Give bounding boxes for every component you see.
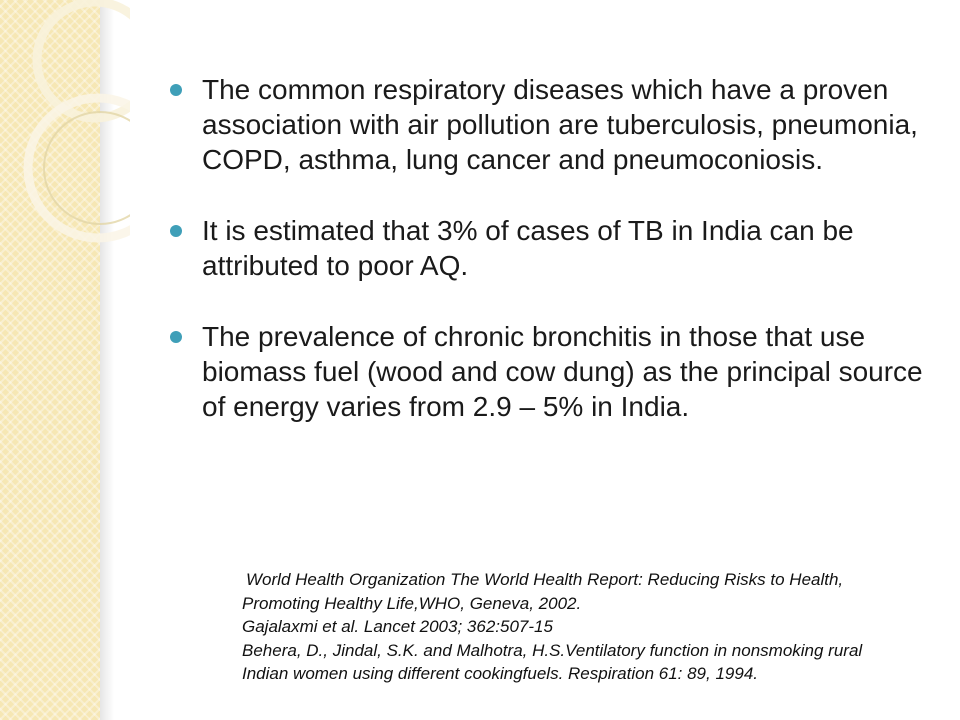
bullet-icon bbox=[170, 331, 182, 343]
decorative-circles bbox=[0, 0, 130, 260]
reference-line: Promoting Healthy Life,WHO, Geneva, 2002. bbox=[242, 593, 582, 613]
bullet-text: It is estimated that 3% of cases of TB in India can be attributed to poor AQ. bbox=[202, 215, 854, 281]
bullet-item-respiratory-diseases bbox=[170, 72, 930, 177]
bullet-item-chronic-bronchitis bbox=[170, 319, 930, 424]
bullet-text: The common respiratory diseases which have a proven association with air pollution are tuberculosis, pneumonia, COPD, asthma, lung cancer and pneumoconiosis. bbox=[202, 74, 918, 175]
reference-line: Behera, D., Jindal, S.K. and Malhotra, H.S.Ventilatory function in nonsmoking rural bbox=[242, 640, 863, 660]
reference-line: Indian women using different cookingfuels. Respiration 61: 89, 1994. bbox=[242, 664, 758, 683]
reference-line: World Health Organization The World Health Report: Reducing Risks to Health, bbox=[246, 570, 844, 589]
deco-circle-inner bbox=[44, 112, 130, 224]
bullet-icon bbox=[170, 225, 182, 237]
reference-line: Gajalaxmi et al. Lancet 2003; 362:507-15 bbox=[242, 617, 553, 636]
bullet-icon bbox=[170, 84, 182, 96]
bullet-item-tb-estimate bbox=[170, 213, 930, 283]
references bbox=[242, 568, 932, 686]
bullet-text: The prevalence of chronic bronchitis in those that use biomass fuel (wood and cow dung) as the principal source of energy varies from 2.9 – 5% in India. bbox=[202, 321, 923, 422]
slide-content bbox=[170, 72, 930, 460]
